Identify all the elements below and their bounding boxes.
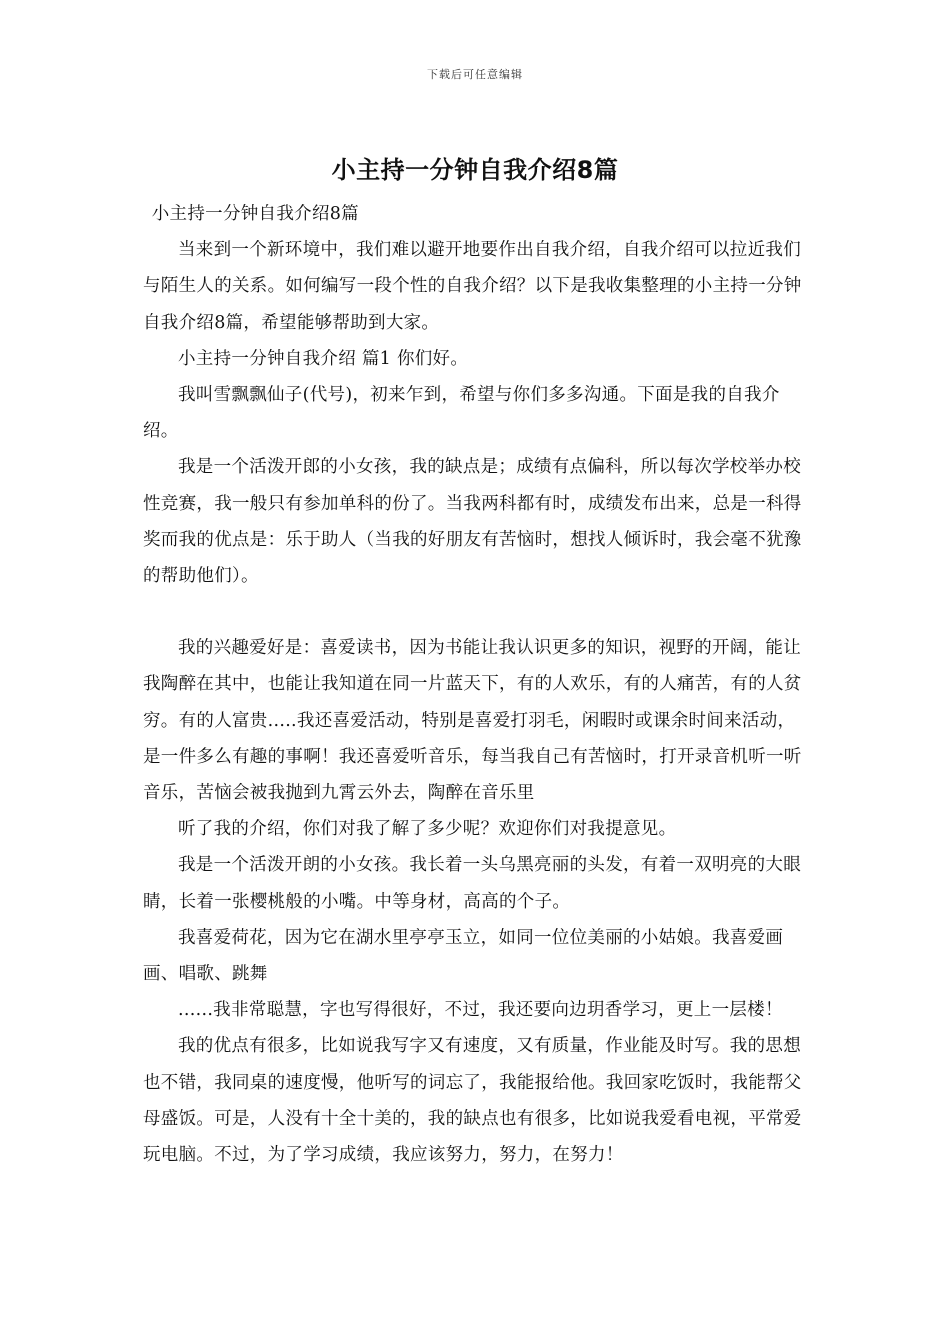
paragraph: 我的优点有很多，比如说我写字又有速度，又有质量，作业能及时写。我的思想也不错，我同桌的速度慢，他听写的词忘了，我能报给他。我回家吃饭时，我能帮父母盛饭。可是，人没有十全十美的，我的缺点也有很多，比如说我爱看电视，平常爱玩电脑。不过，为了学习成绩，我应该努力，努力，在努力！ <box>143 1036 802 1166</box>
paragraph-intro: 当来到一个新环境中，我们难以避开地要作出自我介绍，自我介绍可以拉近我们与陌生人的关系。如何编写一段个性的自我介绍？以下是我收集整理的小主持一分钟自我介绍8篇，希望能够帮助到大家。 <box>143 240 802 333</box>
document-title: 小主持一分钟自我介绍8篇 <box>331 156 619 184</box>
paragraph: 听了我的介绍，你们对我了解了多少呢？欢迎你们对我提意见。 <box>178 819 677 840</box>
document-subtitle: 小主持一分钟自我介绍8篇 <box>151 204 359 224</box>
document-body <box>143 196 807 1173</box>
paragraph: 我喜爱荷花，因为它在湖水里亭亭玉立，如同一位位美丽的小姑娘。我喜爱画画、唱歌、跳舞 <box>143 927 784 985</box>
paragraph: 我叫雪飘飘仙子(代号)，初来乍到，希望与你们多多沟通。下面是我的自我介绍。 <box>143 385 780 442</box>
paragraph: 我是一个活泼开郎的小女孩，我的缺点是；成绩有点偏科，所以每次学校举办校性竞赛，我一般只有参加单科的份了。当我两科都有时，成绩发布出来，总是一科得奖而我的优点是：乐于助人（当我的好朋友有苦恼时，想找人倾诉时，我会毫不犹豫的帮助他们）。 <box>143 457 802 587</box>
paragraph: 我的兴趣爱好是：喜爱读书，因为书能让我认识更多的知识，视野的开阔，能让我陶醉在其中，也能让我知道在同一片蓝天下，有的人欢乐，有的人痛苦，有的人贫穷。有的人富贵.....我还喜爱活动，特别是喜爱打羽毛，闲暇时或课余时间来活动，是一件多么有趣的事啊！我还喜爱听音乐，每当我自己有苦恼时，打开录音机听一听音乐，苦恼会被我抛到九霄云外去，陶醉在音乐里 <box>143 638 802 804</box>
header-note: 下载后可任意编辑 <box>427 68 523 81</box>
paragraph: 我是一个活泼开朗的小女孩。我长着一头乌黑亮丽的头发，有着一双明亮的大眼睛，长着一张樱桃般的小嘴。中等身材，高高的个子。 <box>143 855 801 912</box>
paragraph: ......我非常聪慧，字也写得很好，不过，我还要向边玥香学习，更上一层楼！ <box>178 1000 783 1021</box>
paragraph-heading-1: 小主持一分钟自我介绍 篇1 你们好。 <box>178 348 469 369</box>
